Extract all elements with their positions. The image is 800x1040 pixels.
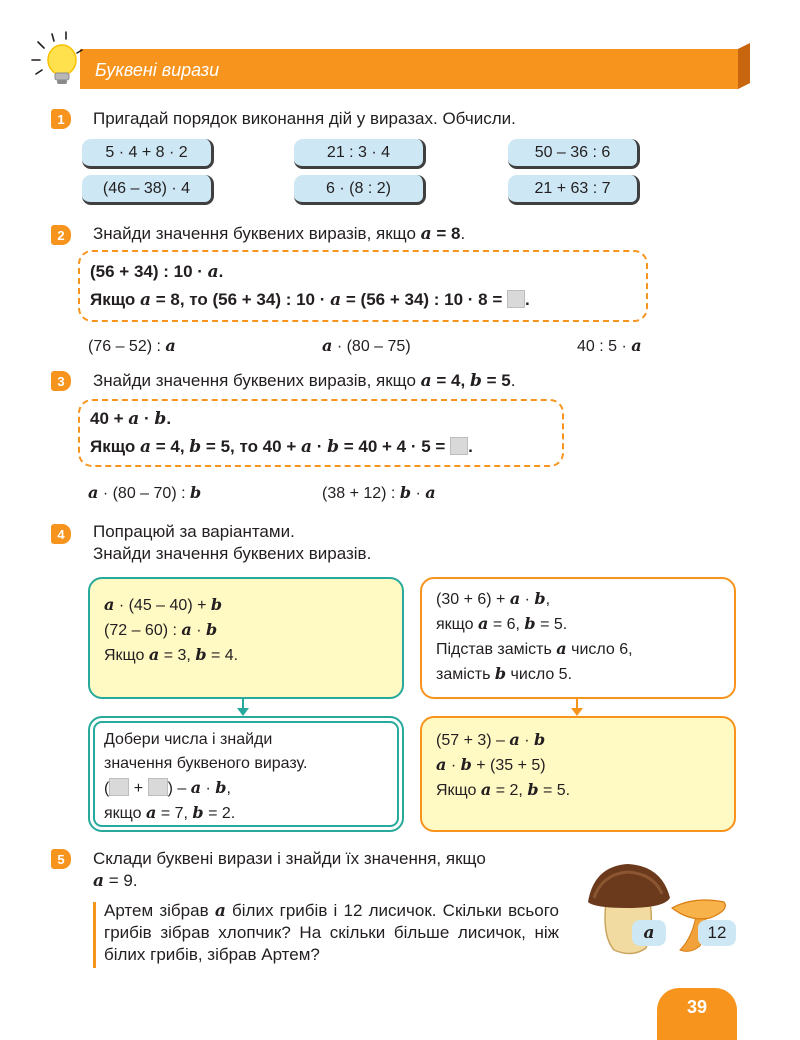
answer-box[interactable]	[507, 290, 525, 308]
expression-pill: 6 · (8 : 2)	[294, 175, 426, 205]
variant-box-1: a · (45 – 40) + b (72 – 60) : a · b Якщо a = 3, b = 4.	[88, 577, 404, 699]
expression-pill: 50 – 36 : 6	[508, 139, 640, 169]
task2-expression-1: (76 – 52) : a	[88, 336, 176, 355]
example-box-task3: 40 + a · b. Якщо a = 4, b = 5, то 40 + a · b = 40 + 4 · 5 = .	[78, 399, 564, 467]
arrow-down-icon	[570, 699, 584, 717]
answer-box[interactable]	[148, 778, 168, 796]
task3-instruction: Знайди значення буквених виразів, якщо a = 4, b = 5.	[93, 371, 516, 391]
task1-instruction: Пригадай порядок виконання дій у виразах. Обчисли.	[93, 109, 516, 128]
task2-expression-2: a · (80 – 75)	[322, 336, 411, 355]
task-number-2: 2	[51, 225, 71, 245]
task5-line1: Склади буквені вирази і знайди їх значення, якщо	[93, 849, 486, 868]
task5-line2: a = 9.	[93, 871, 138, 891]
task-number-5: 5	[51, 849, 71, 869]
section-title: Буквені вирази	[95, 60, 220, 80]
answer-box[interactable]	[109, 778, 129, 796]
task5-problem-text: Артем зібрав a білих грибів і 12 лисичок. Скільки всього грибів зібрав хлопчик? На скільки більше лисичок, ніж білих грибів, зібрав Артем?	[104, 901, 560, 964]
task-number-4: 4	[51, 524, 71, 544]
task-number-3: 3	[51, 371, 71, 391]
label-12-bubble: 12	[698, 920, 736, 946]
variant-box-2: (30 + 6) + a · b, якщо a = 6, b = 5. Підстав замість a число 6, замість b число 5.	[420, 577, 736, 699]
arrow-down-icon	[236, 699, 250, 717]
expression-pill: 5 · 4 + 8 · 2	[82, 139, 214, 169]
variant-box-4: (57 + 3) – a · b a · b + (35 + 5) Якщо a = 2, b = 5.	[420, 716, 736, 832]
expression-pill: (46 – 38) · 4	[82, 175, 214, 205]
answer-box[interactable]	[450, 437, 468, 455]
task3-expression-1: a · (80 – 70) : b	[88, 483, 202, 502]
task3-expression-2: (38 + 12) : b · a	[322, 483, 436, 502]
task4-line1: Попрацюй за варіантами.	[93, 522, 295, 541]
task-number-1: 1	[51, 109, 71, 129]
expression-pill: 21 + 63 : 7	[508, 175, 640, 205]
task4-line2: Знайди значення буквених виразів.	[93, 544, 372, 563]
variant-box-3: Добери числа і знайди значення буквеного виразу. ( + ) – a · b, якщо a = 7, b = 2.	[88, 716, 404, 832]
paragraph-accent-bar	[93, 902, 96, 968]
label-a-bubble: a	[632, 920, 666, 946]
task2-expression-3: 40 : 5 · a	[577, 336, 642, 355]
lightbulb-icon	[30, 30, 94, 94]
expression-pill: 21 : 3 · 4	[294, 139, 426, 169]
task2-instruction: Знайди значення буквених виразів, якщо a = 8.	[93, 224, 466, 244]
page-number: 39	[657, 988, 737, 1040]
example-box-task2: (56 + 34) : 10 · a. Якщо a = 8, то (56 + 34) : 10 · a = (56 + 34) : 10 · 8 = .	[78, 250, 648, 322]
